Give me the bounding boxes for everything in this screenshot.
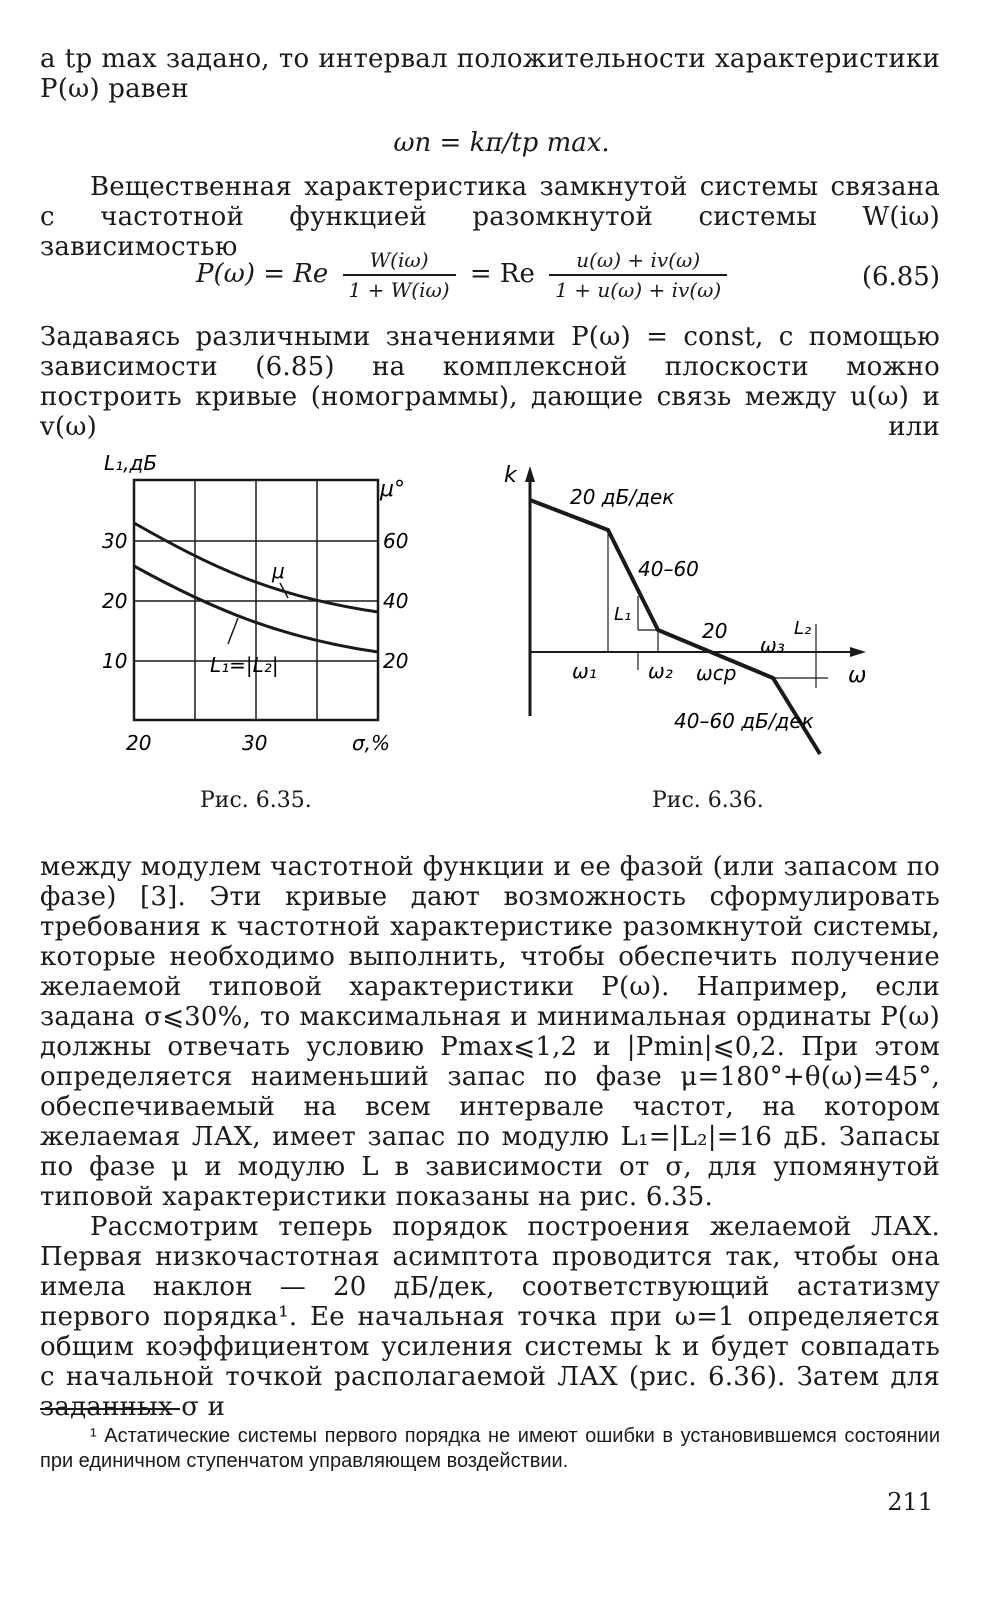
fig36-wcp: ωср: [696, 661, 737, 685]
fig36-caption: Рис. 6.36.: [652, 788, 764, 813]
eq-den-2: 1 + u(ω) + iv(ω): [555, 278, 722, 302]
eq-num-2: u(ω) + iv(ω): [549, 248, 727, 276]
equation-6-85: [196, 248, 940, 302]
fig35-x-tick: 30: [242, 731, 268, 755]
fig35-curve-mu-label: μ: [272, 559, 285, 583]
fig36-w2: ω₂: [648, 659, 673, 683]
fig35-left-tick: 30: [102, 529, 128, 553]
fig36-omega-arrow: [850, 647, 866, 657]
eq-mid: = Re: [469, 259, 535, 289]
fig35-right-tick: 20: [383, 649, 409, 673]
eq-lhs: P(ω) = Re: [196, 259, 329, 289]
fig36-k-arrow: [525, 466, 535, 482]
fig36-L2: L₂: [794, 618, 812, 639]
fig36-slope3: 20: [702, 619, 728, 643]
fig36-L1: L₁: [614, 604, 632, 625]
fig36-w3: ω₃: [760, 633, 785, 657]
fig35-ylabel-right: μ°: [380, 477, 405, 502]
eq-number: (6.85): [861, 262, 940, 292]
fig35-right-tick: 60: [383, 529, 409, 553]
footnote-rule: [40, 1408, 180, 1410]
eq-fraction-2: [549, 248, 727, 302]
footnote: ¹ Астатические системы первого порядка не имеют ошибки в установившемся состоянии при единичном ступенчатом управляющем воздействии.: [40, 1425, 940, 1472]
fig35-right-tick: 40: [383, 589, 409, 613]
fig35-caption: Рис. 6.35.: [200, 788, 312, 813]
page-number: 211: [887, 1488, 933, 1516]
fig35-left-tick: 10: [102, 649, 128, 673]
paragraph-1-end: P(ω) равен: [40, 74, 189, 104]
fig36-slope2: 40–60: [638, 557, 699, 581]
L-pointer: [228, 618, 238, 644]
eq-fraction-1: [343, 248, 456, 302]
fig36-slope4: 40–60 дБ/дек: [674, 709, 814, 733]
fig36-w1: ω₁: [572, 659, 597, 683]
paragraph-2: Вещественная характеристика замкнутой системы связана с частотной функцией разомкнутой системы W(iω) зависимостью: [40, 172, 940, 262]
fig36-k-label: k: [504, 463, 517, 488]
paragraph-1: а tр max задано, то интервал положительности характеристики: [40, 44, 940, 74]
figure-6-35: [90, 448, 410, 778]
fig35-ylabel-left: L₁,дБ: [104, 451, 158, 475]
paragraph-4: между модулем частотной функции и ее фазой (или запасом по фазе) [3]. Эти кривые дают возможность сформулировать требования к частотной характеристике разомкнутой системы, которые необходимо выполнить, чтобы обеспечить получение желаемой типовой характеристики P(ω). Например, если задана σ⩽30%, то максимальная и минимальная ординаты P(ω) должны отвечать условию Pmax⩽1,2 и |Pmin|⩽0,2. При этом определяется наименьший запас по фазе μ=180°+θ(ω)=45°, обеспечиваемый на всем интервале частот, на котором желаемая ЛАХ, имеет запас по модулю L₁=|L₂|=16 дБ. Запасы по фазе μ и модулю L в зависимости от σ, для упомянутой типовой характеристики показаны на рис. 6.35.: [40, 852, 940, 1212]
fig35-xlabel: σ,%: [352, 731, 391, 755]
eq-num-1: W(iω): [343, 248, 456, 276]
eq-den-1: 1 + W(iω): [348, 278, 450, 302]
formula-omega-p: ωп = kπ/tр max.: [393, 128, 610, 158]
fig35-grid: [134, 480, 378, 720]
paragraph-3: Задаваясь различными значениями P(ω) = const, с помощью зависимости (6.85) на комплексной плоскости можно построить кривые (номограммы), дающие связь между u(ω) и v(ω) или: [40, 322, 940, 442]
paragraph-5: Рассмотрим теперь порядок построения желаемой ЛАХ. Первая низкочастотная асимптота проводится так, чтобы она имела наклон — 20 дБ/дек, соответствующий астатизму первого порядка¹. Ее начальная точка при ω=1 определяется общим коэффициентом усиления системы k и будет совпадать с начальной точкой располагаемой ЛАХ (рис. 6.36). Затем для заданных σ и: [40, 1212, 940, 1422]
fig35-left-tick: 20: [102, 589, 128, 613]
fig35-x-tick: 20: [126, 731, 152, 755]
fig36-omega-label: ω: [848, 663, 867, 688]
fig36-slope1: 20 дБ/дек: [570, 485, 675, 509]
fig35-curve-L-label: L₁=|L₂|: [210, 653, 279, 677]
figure-6-36: [498, 456, 878, 766]
